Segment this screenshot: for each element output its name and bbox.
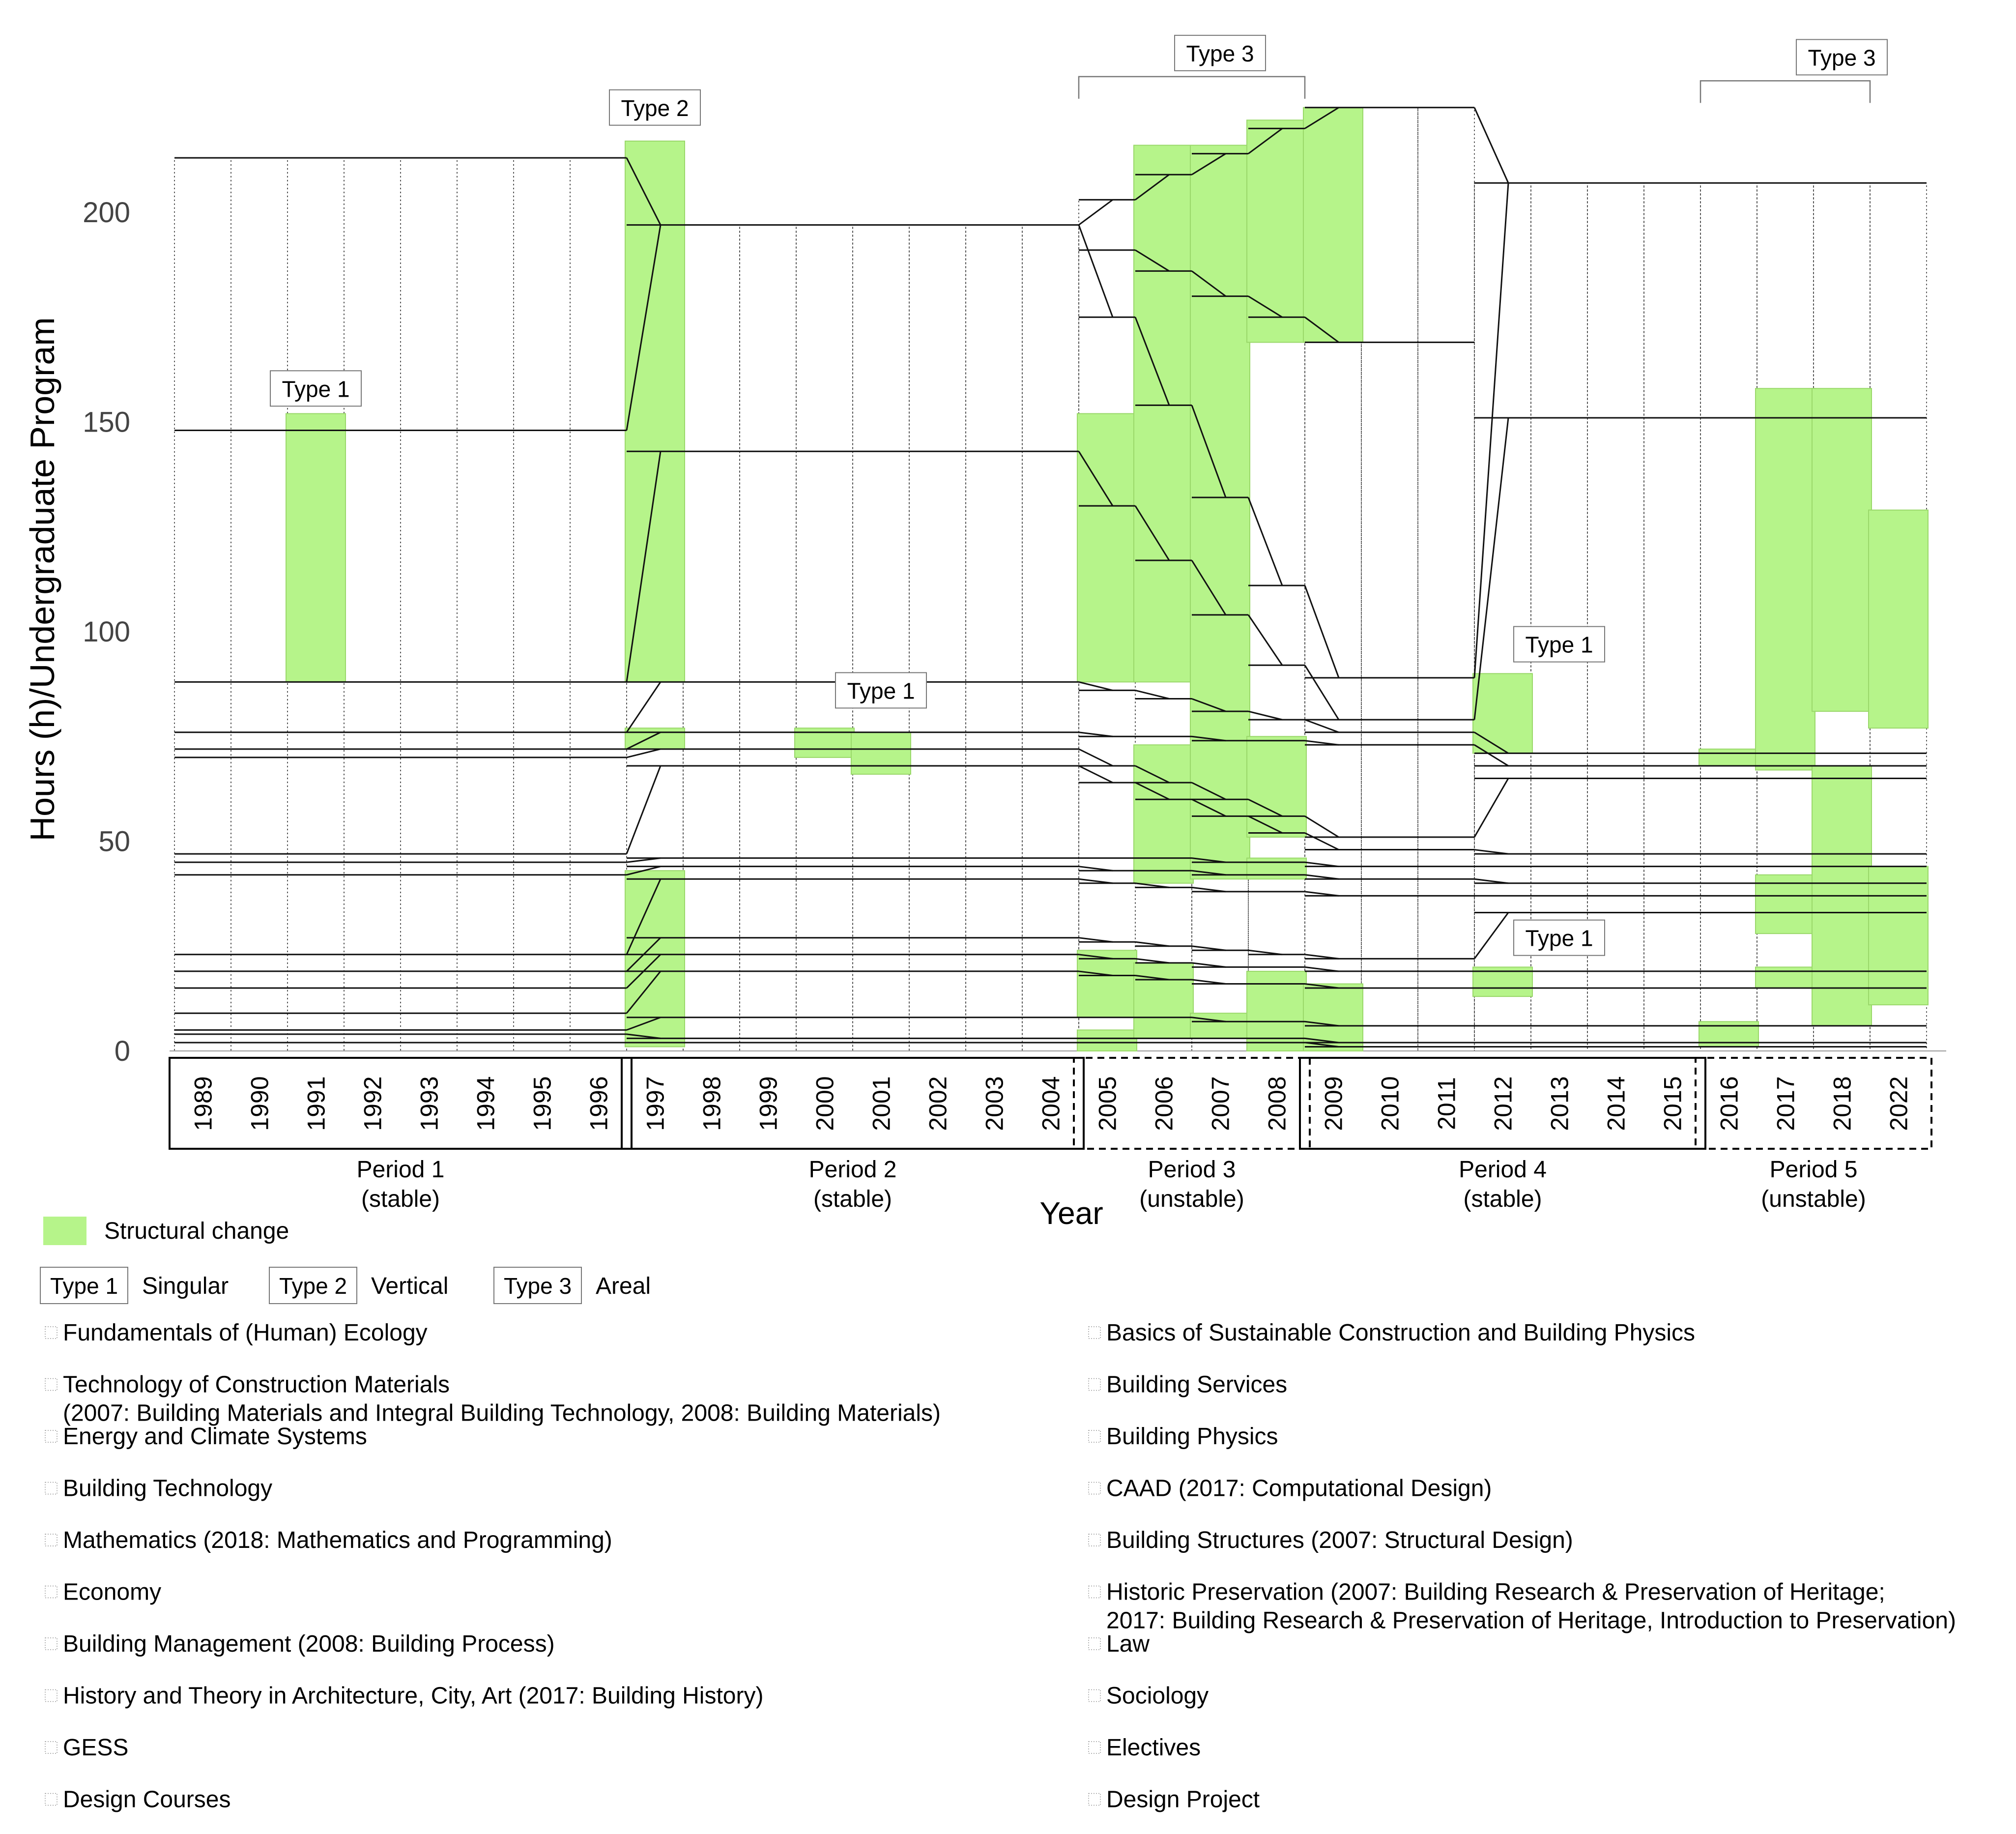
legend <box>40 1217 1956 1813</box>
structural-change-1997-1 <box>625 141 685 682</box>
annotation-bracket-3 <box>1079 77 1305 99</box>
structural-change-2006-9 <box>1134 146 1193 682</box>
layer-boundaries <box>174 108 1927 1047</box>
structural-change-1991-0 <box>286 413 346 682</box>
legend-course-swatch-left-0 <box>45 1327 57 1339</box>
legend-course-swatch-right-5 <box>1089 1586 1100 1598</box>
column-2010 <box>1361 108 1418 1051</box>
y-tick-label-50: 50 <box>98 825 130 858</box>
structural-change-2008-16 <box>1247 858 1306 879</box>
structural-change-2001-5 <box>851 732 911 774</box>
y-axis <box>23 197 130 1067</box>
legend-course-swatch-left-7 <box>45 1690 57 1702</box>
legend-course-left-0-0: Fundamentals of (Human) Ecology <box>63 1320 428 1346</box>
structural-change-2017-26 <box>1756 967 1815 988</box>
legend-course-right-5-0: Historic Preservation (2007: Building Research & Preservation of Heritage; <box>1106 1579 1885 1605</box>
legend-course-swatch-left-9 <box>45 1794 57 1805</box>
legend-course-swatch-left-2 <box>45 1430 57 1442</box>
period-state-5: (unstable) <box>1761 1186 1866 1212</box>
y-tick-label-100: 100 <box>83 616 130 648</box>
legend-course-left-1-1: (2007: Building Materials and Integral Building Technology, 2008: Building Materials) <box>63 1400 941 1426</box>
period-state-2: (stable) <box>813 1186 893 1212</box>
boundary-transition-1996-9 <box>627 766 661 854</box>
year-label-1995: 1995 <box>528 1076 556 1131</box>
structural-changes <box>286 108 1928 1051</box>
period-state-3: (unstable) <box>1139 1186 1244 1212</box>
legend-course-swatch-right-1 <box>1089 1379 1100 1391</box>
legend-structural-change-label: Structural change <box>104 1218 289 1244</box>
boundary-transition-2007-12 <box>1248 711 1282 720</box>
x-axis <box>170 1058 1931 1231</box>
legend-course-swatch-right-6 <box>1089 1638 1100 1650</box>
boundary-top-transition-2004 <box>1079 200 1113 225</box>
year-label-1999: 1999 <box>754 1076 782 1131</box>
year-label-1998: 1998 <box>698 1076 726 1131</box>
legend-swatch-structural-change <box>43 1217 86 1245</box>
column-2004 <box>1022 225 1079 1051</box>
year-label-2004: 2004 <box>1037 1076 1065 1131</box>
year-label-1990: 1990 <box>246 1076 274 1131</box>
structural-change-2005-7 <box>1077 950 1137 1017</box>
structural-change-2009-19 <box>1303 984 1363 1051</box>
boundary-transition-2004-10 <box>1079 749 1113 766</box>
year-label-2006: 2006 <box>1150 1076 1178 1131</box>
column-2000 <box>796 225 853 1051</box>
year-label-2018: 2018 <box>1828 1076 1856 1131</box>
legend-course-swatch-left-8 <box>45 1742 57 1753</box>
period-label-2: Period 2 <box>808 1157 897 1183</box>
structural-change-2007-13 <box>1190 1013 1250 1038</box>
legend-course-left-2-0: Energy and Climate Systems <box>63 1424 367 1450</box>
legend-course-swatch-right-8 <box>1089 1742 1100 1753</box>
structural-change-2006-11 <box>1134 963 1193 1039</box>
column-1994 <box>457 158 514 1051</box>
boundary-transition-2004-12 <box>1079 682 1113 690</box>
period-box-2 <box>622 1058 1084 1149</box>
annotation-label-3: Type 3 <box>1186 40 1254 66</box>
structural-change-2008-15 <box>1247 736 1306 837</box>
period-label-5: Period 5 <box>1769 1157 1858 1183</box>
annotation-bracket-6 <box>1700 81 1870 103</box>
structural-change-2022-30 <box>1869 867 1928 1005</box>
year-label-2015: 2015 <box>1659 1076 1687 1131</box>
year-label-1994: 1994 <box>472 1076 500 1131</box>
year-label-1992: 1992 <box>359 1076 387 1131</box>
legend-type-box-label-3: Type 3 <box>503 1273 572 1299</box>
legend-course-right-9-0: Design Project <box>1106 1786 1260 1813</box>
y-tick-label-150: 150 <box>83 406 130 438</box>
legend-course-swatch-right-4 <box>1089 1534 1100 1546</box>
year-label-2001: 2001 <box>867 1076 895 1131</box>
boundary-transition-2004-9 <box>1079 766 1113 783</box>
legend-course-right-2-0: Building Physics <box>1106 1424 1278 1450</box>
column-1998 <box>683 225 740 1051</box>
boundary-transition-2007-14 <box>1248 497 1282 585</box>
legend-course-right-7-0: Sociology <box>1106 1683 1209 1709</box>
boundary-transition-2008-13 <box>1305 665 1339 720</box>
column-2015 <box>1644 183 1700 1051</box>
legend-course-swatch-left-3 <box>45 1483 57 1494</box>
year-label-2007: 2007 <box>1207 1076 1235 1131</box>
year-label-2003: 2003 <box>980 1076 1008 1131</box>
structural-change-2017-24 <box>1756 388 1815 770</box>
structural-change-2005-8 <box>1077 1030 1137 1051</box>
boundary-top-transition-2011 <box>1474 108 1508 183</box>
column-2016 <box>1700 183 1757 1051</box>
column-1989 <box>174 158 231 1051</box>
period-label-4: Period 4 <box>1459 1157 1547 1183</box>
structural-change-2016-22 <box>1699 749 1758 766</box>
legend-course-right-0-0: Basics of Sustainable Construction and Building Physics <box>1106 1320 1695 1346</box>
year-label-2008: 2008 <box>1263 1076 1291 1131</box>
boundary-transition-2004-14 <box>1079 225 1113 318</box>
legend-course-right-5-1: 2017: Building Research & Preservation of Heritage, Introduction to Preservation) <box>1106 1607 1956 1634</box>
year-label-1989: 1989 <box>189 1076 217 1131</box>
y-axis-title: Hours (h)/Undergraduate Program <box>23 317 61 842</box>
column-2001 <box>853 225 909 1051</box>
column-1993 <box>401 158 457 1051</box>
structural-change-2006-10 <box>1134 745 1193 883</box>
period-label-1: Period 1 <box>356 1157 445 1183</box>
annotation-label-0: Type 1 <box>282 376 350 402</box>
boundary-transition-2011-14 <box>1474 183 1508 678</box>
legend-course-left-8-0: GESS <box>63 1735 129 1761</box>
period-state-1: (stable) <box>361 1186 440 1212</box>
boundary-transition-2008-12 <box>1305 720 1339 732</box>
year-label-2009: 2009 <box>1320 1076 1348 1131</box>
boundary-transition-2011-10 <box>1474 779 1508 837</box>
legend-course-right-8-0: Electives <box>1106 1735 1201 1761</box>
legend-course-right-1-0: Building Services <box>1106 1371 1288 1398</box>
legend-course-left-1-0: Technology of Construction Materials <box>63 1371 450 1398</box>
legend-course-right-4-0: Building Structures (2007: Structural Design) <box>1106 1527 1573 1553</box>
structural-change-2008-14 <box>1247 120 1306 342</box>
legend-course-swatch-right-2 <box>1089 1430 1100 1442</box>
year-label-1996: 1996 <box>585 1076 613 1131</box>
structural-change-2007-12 <box>1190 146 1250 879</box>
boundary-transition-2011-5 <box>1474 913 1508 959</box>
legend-course-swatch-left-1 <box>45 1379 57 1391</box>
structural-change-2009-18 <box>1303 108 1363 343</box>
boundary-transition-2008-14 <box>1305 585 1339 678</box>
structural-change-2005-6 <box>1077 413 1137 682</box>
year-label-1991: 1991 <box>302 1076 330 1131</box>
structural-change-2012-20 <box>1473 673 1532 753</box>
column-1990 <box>231 158 288 1051</box>
column-2002 <box>909 225 966 1051</box>
year-label-2012: 2012 <box>1489 1076 1517 1131</box>
legend-type-text-3: Areal <box>596 1273 651 1299</box>
legend-type-box-label-1: Type 1 <box>50 1273 118 1299</box>
legend-course-swatch-right-9 <box>1089 1794 1100 1805</box>
year-label-2005: 2005 <box>1094 1076 1122 1131</box>
year-label-2013: 2013 <box>1546 1076 1574 1131</box>
boundary-transition-2005-12 <box>1135 690 1169 699</box>
legend-course-left-6-0: Building Management (2008: Building Process) <box>63 1631 555 1657</box>
year-label-2014: 2014 <box>1602 1076 1630 1131</box>
year-label-1997: 1997 <box>641 1076 669 1131</box>
legend-course-right-6-0: Law <box>1106 1631 1150 1657</box>
legend-course-left-7-0: History and Theory in Architecture, City, Art (2017: Building History) <box>63 1683 764 1709</box>
y-tick-label-0: 0 <box>114 1035 130 1067</box>
structural-change-1997-3 <box>625 871 685 1047</box>
legend-type-text-1: Singular <box>142 1273 229 1299</box>
annotation-label-4: Type 1 <box>1525 632 1593 658</box>
boundary-transition-2008-9 <box>1305 833 1339 849</box>
column-1995 <box>514 158 570 1051</box>
boundary-transition-2008-10 <box>1305 816 1339 837</box>
legend-course-left-4-0: Mathematics (2018: Mathematics and Programming) <box>63 1527 612 1553</box>
column-1992 <box>344 158 401 1051</box>
column-1996 <box>570 158 627 1051</box>
legend-course-swatch-right-3 <box>1089 1483 1100 1494</box>
legend-course-left-5-0: Economy <box>63 1579 162 1605</box>
legend-course-swatch-right-7 <box>1089 1690 1100 1702</box>
period-state-4: (stable) <box>1463 1186 1542 1212</box>
legend-course-swatch-right-0 <box>1089 1327 1100 1339</box>
column-2011 <box>1418 108 1474 1051</box>
period-box-1 <box>170 1058 632 1149</box>
legend-course-swatch-left-4 <box>45 1534 57 1546</box>
y-tick-label-200: 200 <box>83 197 130 229</box>
year-label-2022: 2022 <box>1885 1076 1913 1131</box>
x-axis-title: Year <box>1039 1195 1103 1231</box>
column-1999 <box>740 225 796 1051</box>
legend-course-left-9-0: Design Courses <box>63 1786 231 1813</box>
structural-change-2018-27 <box>1812 388 1872 711</box>
year-label-2011: 2011 <box>1433 1077 1461 1130</box>
boundary-transition-1996-10 <box>627 749 661 757</box>
year-label-2010: 2010 <box>1376 1076 1404 1131</box>
legend-course-right-3-0: CAAD (2017: Computational Design) <box>1106 1475 1492 1502</box>
annotation-label-1: Type 2 <box>621 95 689 121</box>
year-label-2016: 2016 <box>1715 1076 1743 1131</box>
year-label-2002: 2002 <box>924 1076 952 1131</box>
column-2003 <box>966 225 1022 1051</box>
legend-type-box-label-2: Type 2 <box>279 1273 347 1299</box>
boundary-transition-1996-12 <box>627 682 661 732</box>
legend-course-swatch-left-6 <box>45 1638 57 1650</box>
legend-type-text-2: Vertical <box>371 1273 449 1299</box>
year-label-1993: 1993 <box>415 1076 443 1131</box>
annotation-label-5: Type 1 <box>1525 925 1593 951</box>
column-outlines <box>170 108 1946 1051</box>
annotation-label-6: Type 3 <box>1808 45 1876 71</box>
legend-course-left-3-0: Building Technology <box>63 1475 273 1502</box>
annotation-label-2: Type 1 <box>847 678 915 704</box>
period-label-3: Period 3 <box>1148 1157 1236 1183</box>
year-label-2000: 2000 <box>811 1076 839 1131</box>
year-label-2017: 2017 <box>1772 1076 1800 1131</box>
structural-change-2022-29 <box>1869 510 1928 728</box>
boundary-transition-2007-13 <box>1248 615 1282 665</box>
legend-course-swatch-left-5 <box>45 1586 57 1598</box>
